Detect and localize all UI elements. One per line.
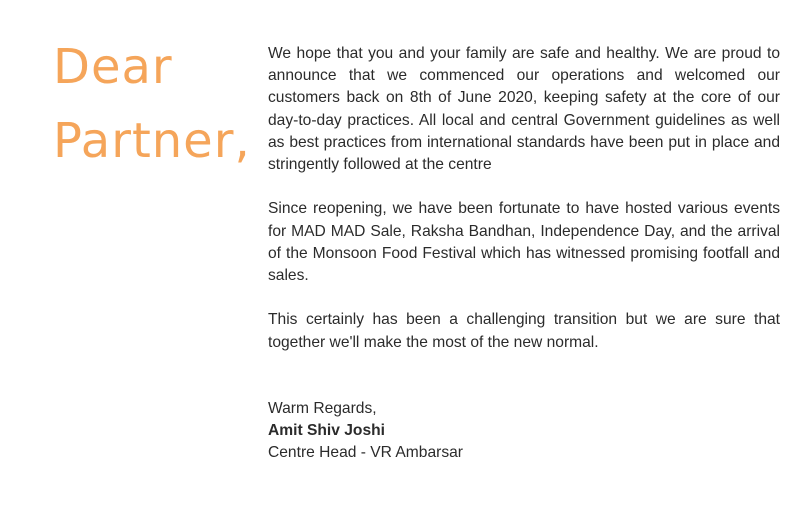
greeting-line-partner: Partner, xyxy=(53,113,251,169)
greeting-line-dear: Dear xyxy=(53,39,173,95)
signer-name: Amit Shiv Joshi xyxy=(268,421,385,439)
paragraph-events: Since reopening, we have been fortunate to have hosted various events for MAD MAD Sale, Raksha Bandhan, Independence Day, and the arrival of the Monsoon Food Festival which has witnessed promising footfall and sales. xyxy=(268,200,780,285)
signature-block xyxy=(268,398,780,464)
greeting-heading xyxy=(53,30,273,178)
paragraph-reopening-announcement: We hope that you and your family are safe and healthy. We are proud to announce that we commenced our operations and welcomed our customers back on 8th of June 2020, keeping safety at the core of our day-to-day practices. All local and central Government guidelines as well as best practices from international standards have been put in place and stringently followed at the centre xyxy=(268,45,780,174)
letter-body xyxy=(268,43,780,464)
signer-title: Centre Head - VR Ambarsar xyxy=(268,443,463,461)
closing-text: Warm Regards, xyxy=(268,399,377,417)
paragraph-new-normal: This certainly has been a challenging transition but we are sure that together we'll make the most of the new normal. xyxy=(268,311,780,351)
